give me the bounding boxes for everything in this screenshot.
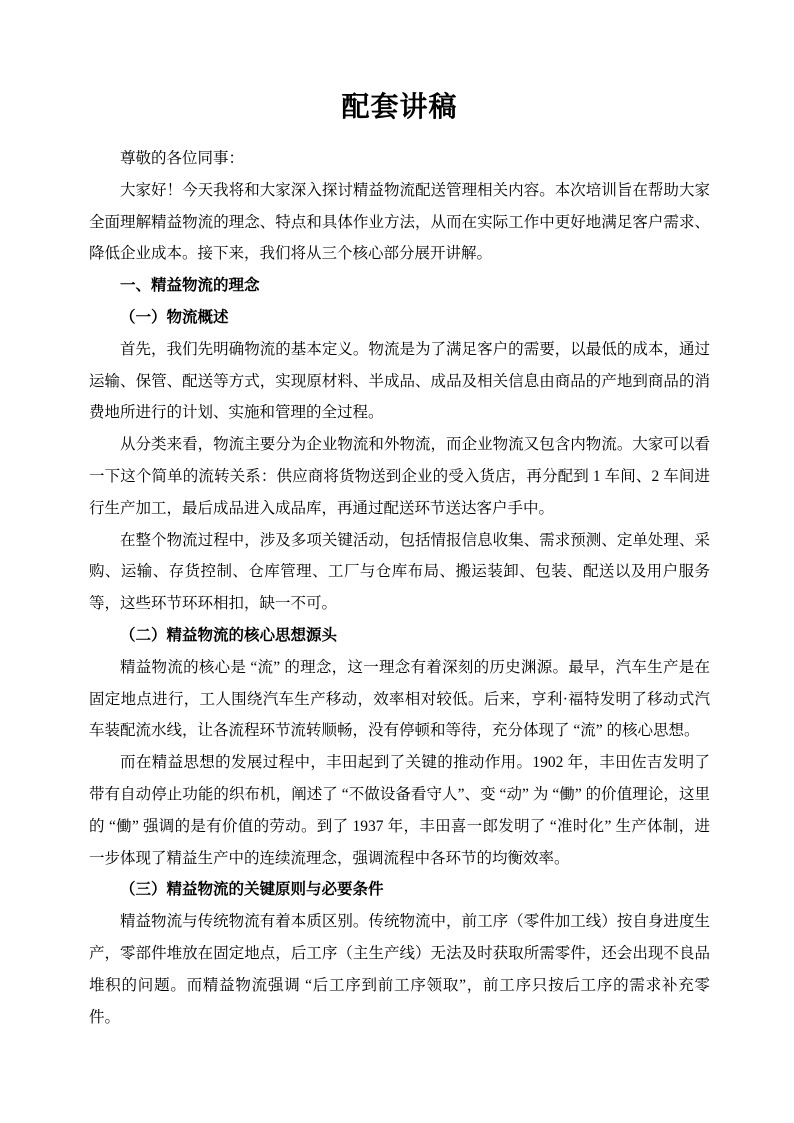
document-body (89, 143, 710, 1033)
paragraph: 而在精益思想的发展过程中，丰田起到了关键的推动作用。1902 年，丰田佐吉发明了带有自动停止功能的织布机，阐述了 “不做设备看守人”、变 “动” 为 “働” 的价值理论，这里的 “働” 强调的是有价值的劳动。到了 1937 年，丰田喜一郎发明了 “准时化” 生产体制，进一步体现了精益生产中的连续流理念，强调流程中各环节的均衡效率。 (89, 754, 710, 867)
salutation-line: 尊敬的各位同事： (120, 150, 245, 167)
document-title: 配套讲稿 (341, 92, 458, 123)
paragraph: 从分类来看，物流主要分为企业物流和外物流，而企业物流又包含内物流。大家可以看一下这个简单的流转关系：供应商将货物送到企业的受入货店，再分配到 1 车间、2 车间进行生产加工，最后成品进入成品库，再通过配送环节送达客户手中。 (89, 436, 710, 517)
paragraph: 精益物流与传统物流有着本质区别。传统物流中，前工序（零件加工线）按自身进度生产，零部件堆放在固定地点，后工序（主生产线）无法及时获取所需零件，还会出现不良品堆积的问题。而精益物流强调 “后工序到前工序领取”，前工序只按后工序的需求补充零件。 (89, 913, 710, 1026)
paragraph: 首先，我们先明确物流的基本定义。物流是为了满足客户的需要，以最低的成本，通过运输、保管、配送等方式，实现原材料、半成品、成品及相关信息由商品的产地到商品的消费地所进行的计划、实施和管理的全过程。 (89, 340, 710, 422)
subsection-heading-1-3: （三）精益物流的关键原则与必要条件 (120, 881, 384, 899)
subsection-heading-1-2: （二）精益物流的核心思想源头 (120, 626, 338, 644)
paragraph: 精益物流的核心是 “流” 的理念，这一理念有着深刻的历史渊源。最早，汽车生产是在固定地点进行，工人围绕汽车生产移动，效率相对较低。后来，亨利·福特发明了移动式汽车装配流水线，让各流程环节流转顺畅，没有停顿和等待，充分体现了 “流” 的核心思想。 (89, 658, 710, 740)
paragraph: 在整个物流过程中，涉及多项关键活动，包括情报信息收集、需求预测、定单处理、采购、运输、存货控制、仓库管理、工厂与仓库布局、搬运装卸、包装、配送以及用户服务等，这些环节环环相扣，缺一不可。 (89, 531, 710, 613)
section-heading-1: 一、精益物流的理念 (120, 277, 260, 295)
subsection-heading-1-1: （一）物流概述 (120, 308, 229, 326)
intro-paragraph: 大家好！今天我将和大家深入探讨精益物流配送管理相关内容。本次培训旨在帮助大家全面理解精益物流的理念、特点和具体作业方法，从而在实际工作中更好地满足客户需求、降低企业成本。接下来，我们将从三个核心部分展开讲解。 (89, 181, 710, 263)
